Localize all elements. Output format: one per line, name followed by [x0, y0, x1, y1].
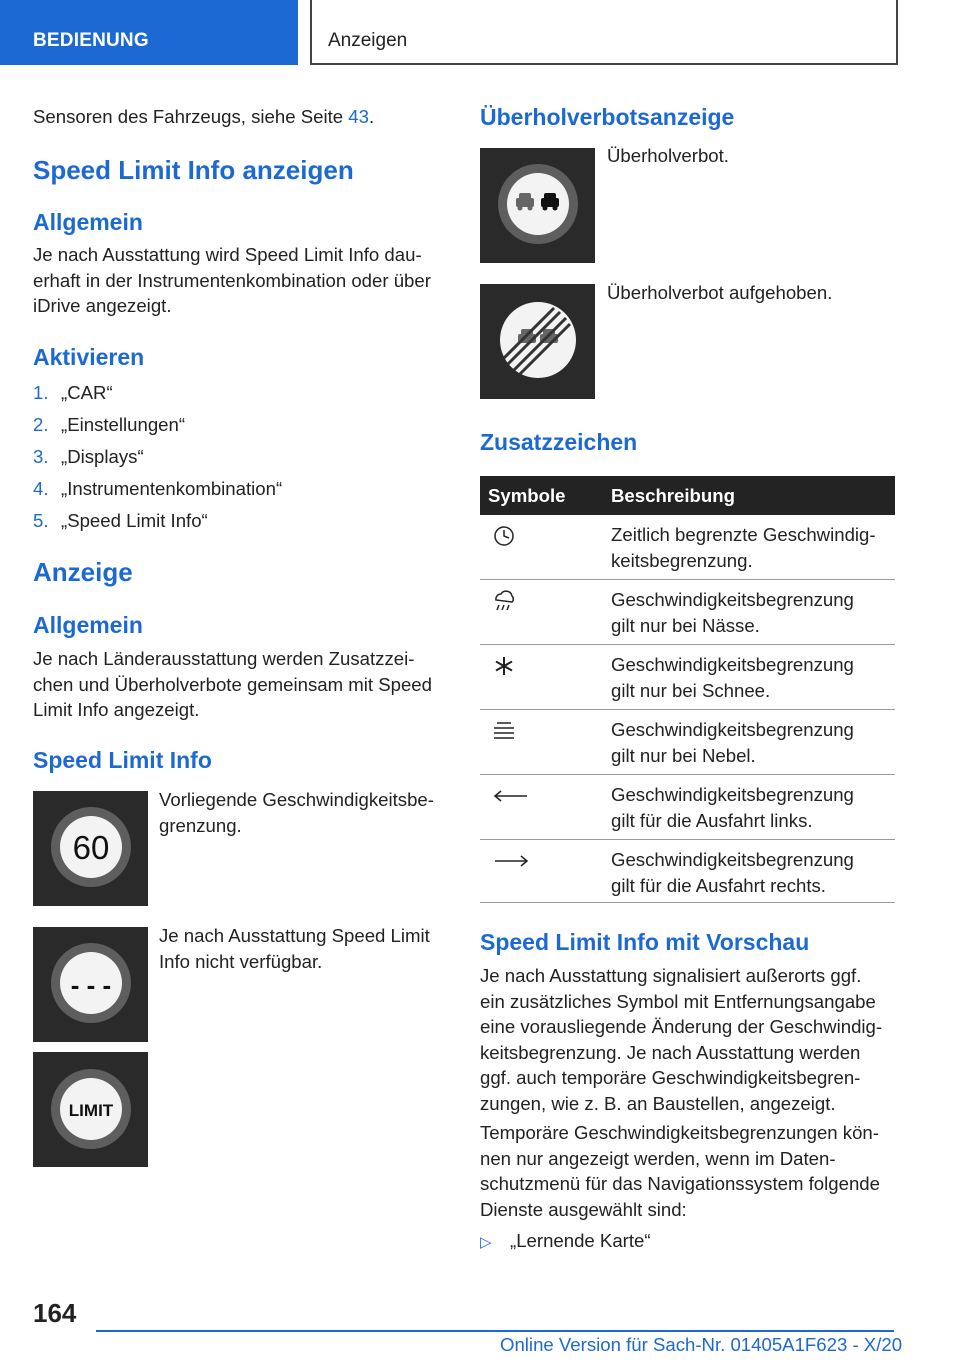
row-description: Geschwindigkeitsbegrenzung gilt nur bei Nässe.	[611, 589, 854, 636]
footer-text: Online Version für Sach-Nr. 01405A1F623 - X/20	[500, 1334, 903, 1355]
heading-speed-limit-info-vorschau: Speed Limit Info mit Vorschau	[480, 929, 810, 955]
row-description: Zeitlich begrenzte Geschwindig- keitsbegrenzung.	[611, 524, 876, 571]
row-description: Geschwindigkeitsbegrenzung gilt für die Ausfahrt rechts.	[611, 849, 854, 896]
allgemein-paragraph: Je nach Ausstattung wird Speed Limit Info dau- erhaft in der Instrumentenkombination oder über iDrive angezeigt.	[33, 244, 431, 316]
footer-divider	[96, 1330, 894, 1332]
heading-aktivieren: Aktivieren	[33, 344, 145, 370]
row-description: Geschwindigkeitsbegrenzung gilt nur bei Nebel.	[611, 719, 854, 766]
clock-icon	[486, 523, 522, 549]
sign60-description: Vorliegende Geschwindigkeitsbe- grenzung.	[159, 789, 434, 836]
bullet-marker-icon: ▷	[480, 1234, 492, 1251]
arrow-right-icon	[486, 848, 536, 874]
heading-speed-limit-info: Speed Limit Info	[33, 747, 212, 773]
steps-list	[33, 377, 282, 537]
no-overtaking-icon	[480, 148, 595, 263]
chapter-title: Anzeigen	[328, 30, 408, 51]
page-number: 164	[33, 1298, 77, 1328]
no-overtaking-sign	[480, 148, 595, 263]
table-row	[480, 580, 895, 645]
section-tab	[0, 0, 298, 65]
arrow-left-icon	[486, 783, 536, 809]
heading-allgemein: Allgemein	[33, 209, 143, 235]
limit-sign	[33, 1052, 148, 1167]
heading-allgemein-2: Allgemein	[33, 612, 143, 638]
column-header-beschreibung: Beschreibung	[611, 485, 735, 506]
section-title: BEDIENUNG	[33, 30, 149, 51]
list-item: 4. „Instrumentenkombination“	[33, 478, 283, 499]
sign-60-value: 60	[72, 829, 110, 866]
end-no-overtaking-text: Überholverbot aufgehoben.	[607, 282, 833, 303]
no-overtaking-text: Überholverbot.	[607, 145, 729, 166]
table-row	[480, 775, 895, 840]
heading-speed-limit-info-anzeigen: Speed Limit Info anzeigen	[33, 155, 354, 185]
table-row	[480, 710, 895, 775]
heading-ueberholverbotsanzeige: Überholverbotsanzeige	[480, 104, 735, 130]
speed-limit-unavailable-sign	[33, 927, 148, 1042]
table-row	[480, 645, 895, 710]
heading-zusatzzeichen: Zusatzzeichen	[480, 429, 638, 455]
limit-icon	[33, 1052, 148, 1167]
chapter-header	[310, 0, 898, 65]
page-link[interactable]: 43	[348, 106, 369, 127]
sign-dash-description: Je nach Ausstattung Speed Limit Info nicht verfügbar.	[159, 925, 430, 972]
snowflake-icon	[486, 653, 522, 679]
intro-paragraph: Sensoren des Fahrzeugs, siehe Seite 43.	[33, 106, 375, 127]
speed-limit-sign-icon	[33, 791, 148, 906]
allgemein2-paragraph: Je nach Länderausstattung werden Zusatzzei- chen und Überholverbote gemeinsam mit Speed Limit Info angezeigt.	[33, 648, 432, 720]
preview-paragraph-2: Temporäre Geschwindigkeitsbegrenzungen kön- nen nur angezeigt werden, wenn im Daten- schutzmenü für das Navigationssystem folgende Dienste ausgewählt sind:	[480, 1122, 880, 1220]
bullet-item: ▷ „Lernende Karte“	[480, 1228, 651, 1256]
list-item: 2. „Einstellungen“	[33, 414, 186, 435]
end-no-overtaking-sign	[480, 284, 595, 399]
heading-anzeige: Anzeige	[33, 557, 133, 587]
list-item: 3. „Displays“	[33, 446, 144, 467]
table-header	[480, 476, 895, 515]
end-no-overtaking-icon	[480, 284, 595, 399]
speed-limit-unavailable-icon	[33, 927, 148, 1042]
row-description: Geschwindigkeitsbegrenzung gilt nur bei Schnee.	[611, 654, 854, 701]
rain-icon	[486, 588, 522, 614]
preview-paragraph-1: Je nach Ausstattung signalisiert außerorts ggf. ein zusätzliches Symbol mit Entfernungsangabe eine vorausliegende Änderung der Geschwindig- keitsbegrenzung. Je nach Ausstattung werden ggf. auch temporäre Geschwindigkeitsbegren- zungen, wie z. B. an Baustellen, angezeigt.	[480, 965, 883, 1114]
list-item: 1. „CAR“	[33, 382, 113, 403]
sign-dash-value: - - -	[70, 970, 112, 1000]
list-item: 5. „Speed Limit Info“	[33, 510, 208, 531]
sign-limit-value: LIMIT	[68, 1101, 114, 1120]
row-description: Geschwindigkeitsbegrenzung gilt für die Ausfahrt links.	[611, 784, 854, 831]
table-row	[480, 515, 895, 580]
fog-icon	[486, 718, 522, 744]
table-row	[480, 840, 895, 903]
speed-limit-60-sign	[33, 791, 148, 906]
column-header-symbole: Symbole	[488, 485, 566, 506]
